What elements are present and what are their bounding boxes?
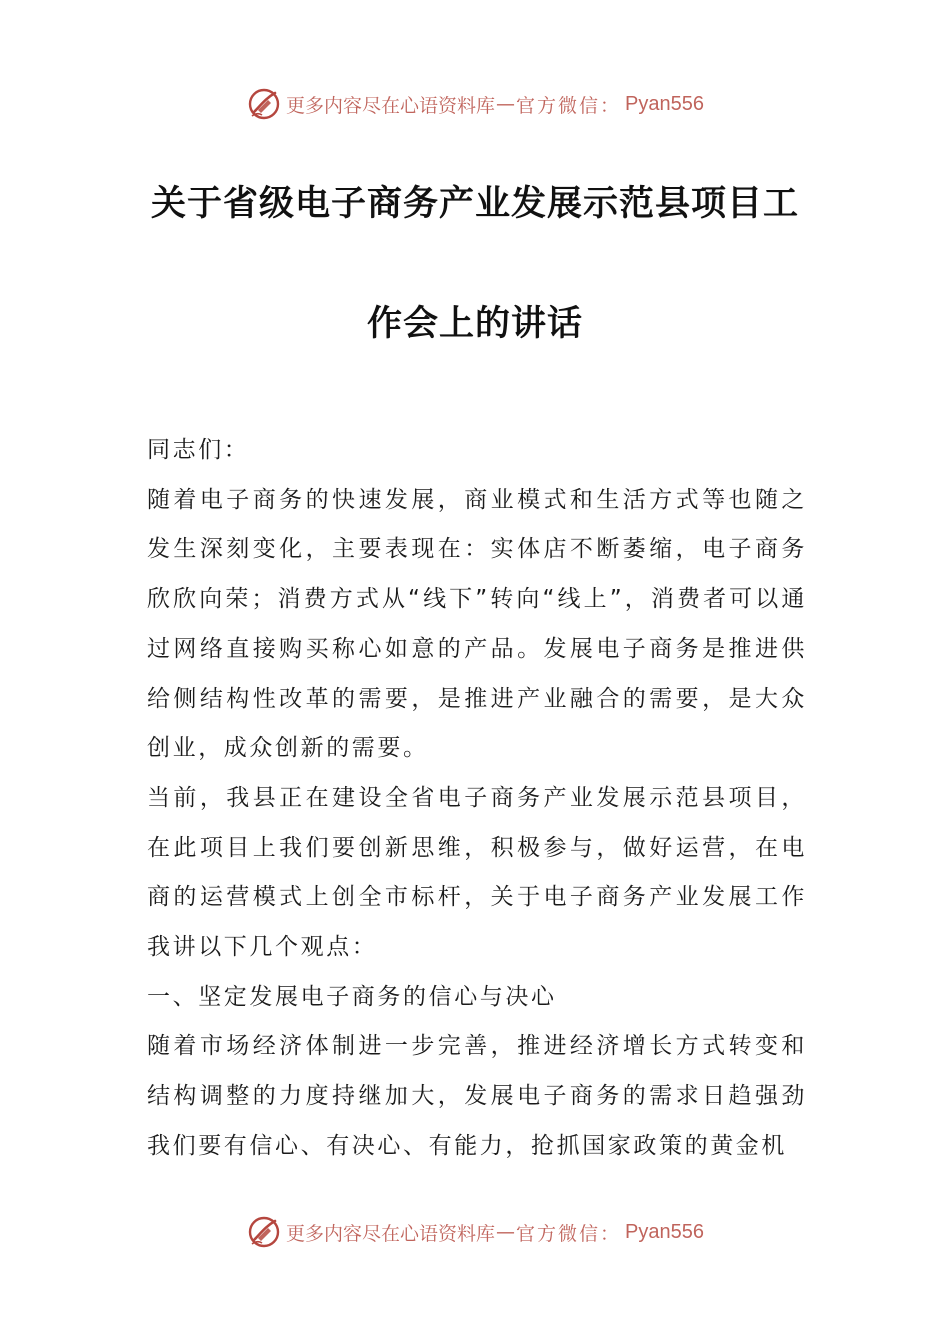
document-body [147, 426, 807, 1172]
pen-swirl-icon [246, 1214, 282, 1250]
paragraph: 随着市场经济体制进一步完善，推进经济增长方式转变和结构调整的力度持继加大，发展电子商务的需求日趋强劲我们要有信心、有决心、有能力，抢抓国家政策的黄金机 [147, 1033, 807, 1159]
watermark-wechat-label: 官方微信： [516, 1222, 622, 1245]
pen-swirl-icon [246, 86, 282, 122]
salutation: 同志们： [147, 437, 250, 463]
watermark-wechat-id: Pyan556 [625, 1220, 704, 1243]
section-heading: 一、坚定发展电子商务的信心与决心 [147, 983, 557, 1010]
watermark-wechat-id: Pyan556 [625, 92, 704, 115]
watermark-dash: — [496, 1221, 516, 1243]
watermark-brand-text: 更多内容尽在心语资料库 [286, 1222, 496, 1245]
watermark-banner-bottom [0, 1212, 950, 1252]
watermark-wechat-label: 官方微信： [516, 94, 622, 117]
watermark-banner-top [0, 84, 950, 124]
document-title-line-2: 作会上的讲话 [366, 303, 583, 344]
watermark-brand-text: 更多内容尽在心语资料库 [286, 94, 496, 117]
paragraph: 当前，我县正在建设全省电子商务产业发展示范县项目，在此项目上我们要创新思维，积极参与，做好运营，在电商的运营模式上创全市标杆，关于电子商务产业发展工作我讲以下几个观点： [147, 784, 807, 961]
watermark-dash: — [496, 93, 516, 115]
paragraph: 随着电子商务的快速发展，商业模式和生活方式等也随之发生深刻变化，主要表现在：实体店不断萎缩，电子商务欣欣向荣；消费方式从“线下”转向“线上”，消费者可以通过网络直接购买称心如意的产品。发展电子商务是推进供给侧结构性改革的需要，是推进产业融合的需要，是大众创业，成众创新的需要。 [147, 486, 807, 762]
document-title-line-1: 关于省级电子商务产业发展示范县项目工 [150, 183, 799, 224]
